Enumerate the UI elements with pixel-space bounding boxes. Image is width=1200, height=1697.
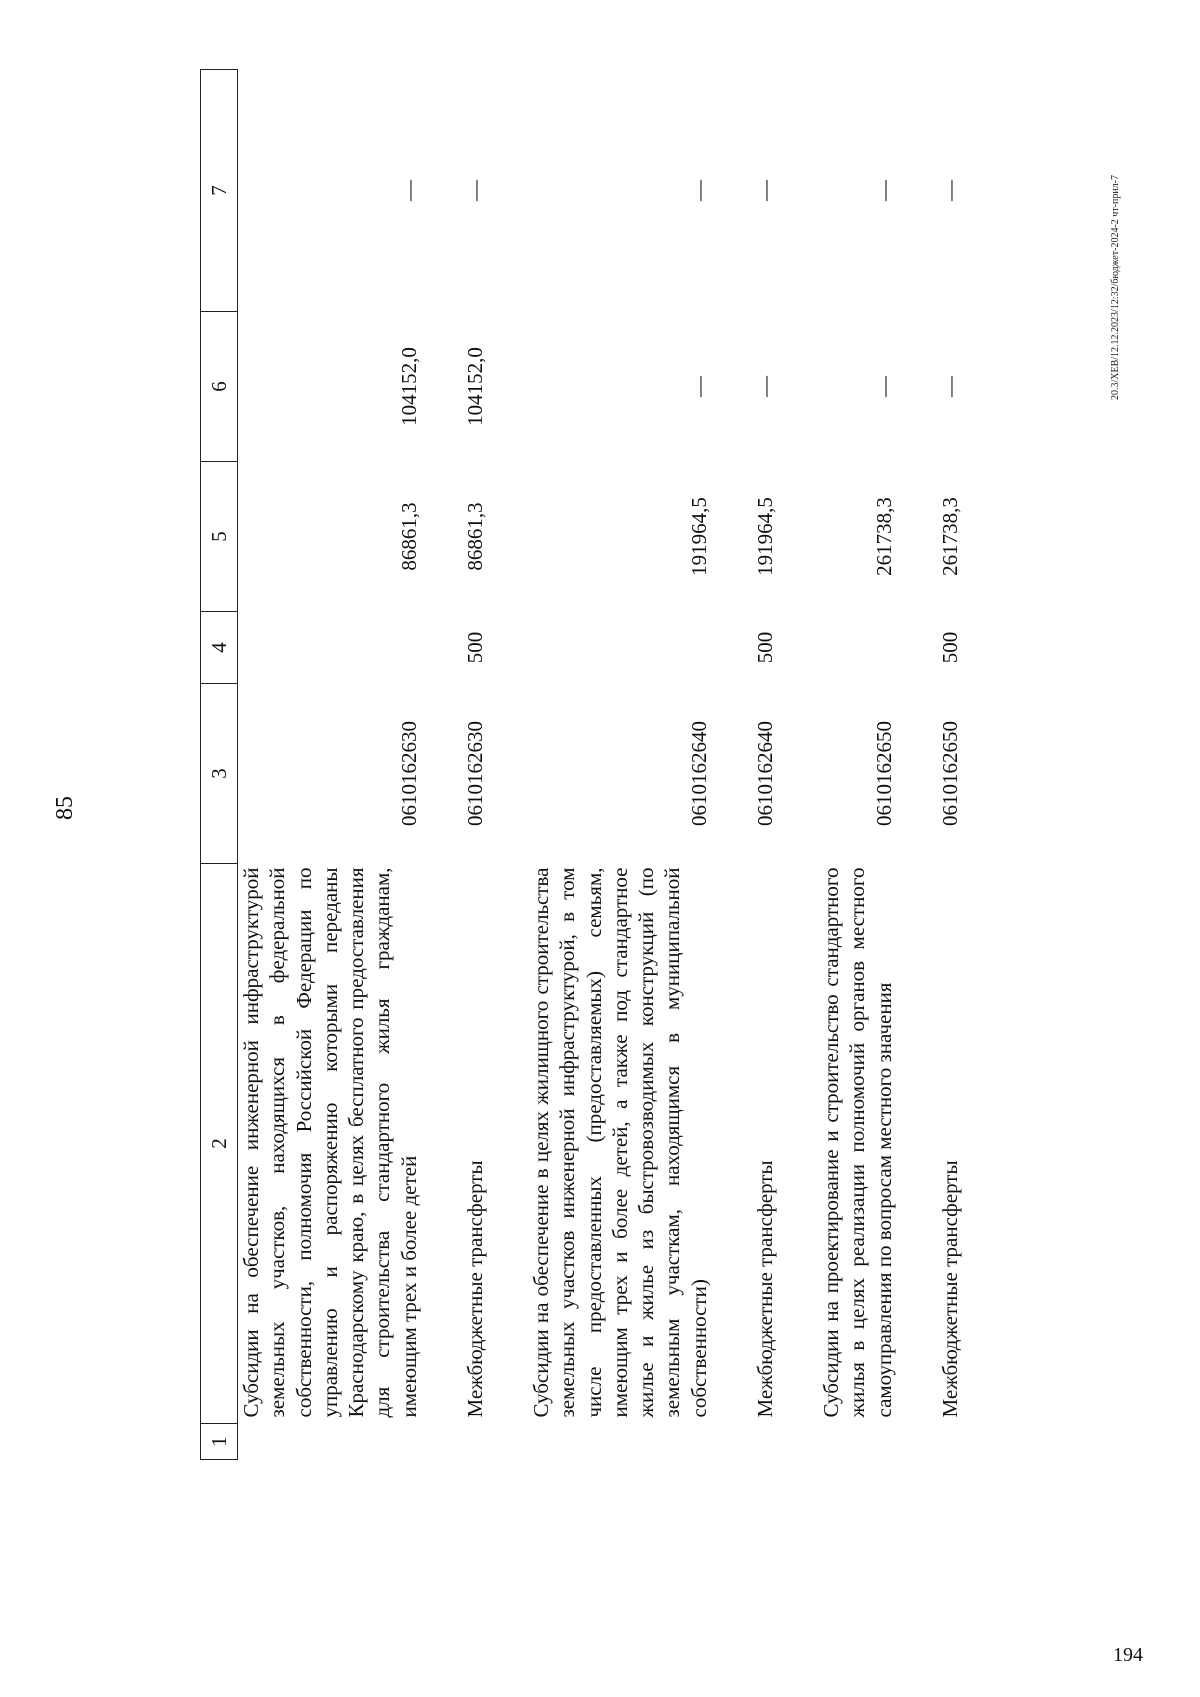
budget-table-rotated (200, 70, 1075, 1460)
row-value-5: 261738,3 (937, 497, 962, 576)
header-col-3: 3 (201, 684, 238, 864)
row-name: Межбюджетные трансферты (462, 1160, 487, 1418)
row-name: Субсидии на обеспечение инженерной инфраструктурой земельных участков, находящихся в федеральной собственности, полномочия Российской Федерации по управлению и распоряжению которыми переданы Краснодарскому краю, в целях бесплатного предоставления для строительства стандартного жилья гражданам, имеющим трех и более детей (239, 867, 421, 1418)
row-code: 0610162650 (871, 721, 896, 826)
row-type (528, 612, 712, 684)
row-name: Межбюджетные трансферты (752, 1160, 777, 1418)
row-type: 500 (937, 631, 962, 664)
table-row (937, 70, 963, 1460)
row-code: 0610162640 (686, 721, 711, 826)
budget-table (200, 69, 963, 1460)
row-code: 0610162640 (752, 721, 777, 826)
row-value-5: 191964,5 (686, 497, 711, 576)
row-value-6: — (937, 376, 962, 397)
table-row (752, 70, 778, 1460)
header-col-6: 6 (201, 312, 238, 462)
row-value-5: 191964,5 (752, 497, 777, 576)
table-row (238, 70, 422, 1460)
row-value-6: — (752, 376, 777, 397)
row-name: Межбюджетные трансферты (937, 1160, 962, 1418)
header-col-7: 7 (201, 70, 238, 312)
table-header (201, 70, 238, 1460)
table-row (462, 70, 488, 1460)
row-value-7: — (752, 180, 777, 201)
row-code: 0610162630 (396, 721, 421, 826)
row-name: Субсидии на проектирование и строительство стандартного жилья в целях реализации полномочий органов местного самоуправления по вопросам местного значения (819, 867, 896, 1418)
header-col-4: 4 (201, 612, 238, 684)
row-name: Субсидии на обеспечение в целях жилищного строительства земельных участков инженерной инфраструктурой, в том числе предоставленных (предоставляемых) семьям, имеющим трех и более детей, а также под стандартное жилье и жилье из быстровозводимых конструкций (по земельным участкам, находящимся в муниципальной собственности) (529, 867, 711, 1418)
header-col-1: 1 (201, 1424, 238, 1460)
row-value-7: — (937, 180, 962, 201)
header-col-2: 2 (201, 864, 238, 1424)
row-value-7: — (871, 180, 896, 201)
row-value-6: 104152,0 (462, 347, 487, 426)
table-row (818, 70, 897, 1460)
row-code: 0610162630 (462, 721, 487, 826)
sheet-number: 194 (1113, 1644, 1143, 1666)
page-number: 85 (52, 796, 78, 820)
table-row (528, 70, 712, 1460)
row-value-6: — (686, 376, 711, 397)
row-type: 500 (462, 631, 487, 664)
row-value-5: 86861,3 (462, 502, 487, 571)
row-value-7: — (396, 180, 421, 201)
row-code: 0610162650 (937, 721, 962, 826)
row-type (818, 612, 897, 684)
row-value-6: 104152,0 (396, 347, 421, 426)
row-value-5: 86861,3 (396, 502, 421, 571)
row-type: 500 (752, 631, 777, 664)
row-value-7: — (462, 180, 487, 201)
row-value-5: 261738,3 (871, 497, 896, 576)
row-value-6: — (871, 376, 896, 397)
footer-document-code: 20.3/ХЕВ/12.12.2023/12:32/бюджет-2024-2 чт-прил-7 (1110, 174, 1121, 400)
header-col-5: 5 (201, 462, 238, 612)
row-type (238, 612, 422, 684)
row-value-7: — (686, 180, 711, 201)
